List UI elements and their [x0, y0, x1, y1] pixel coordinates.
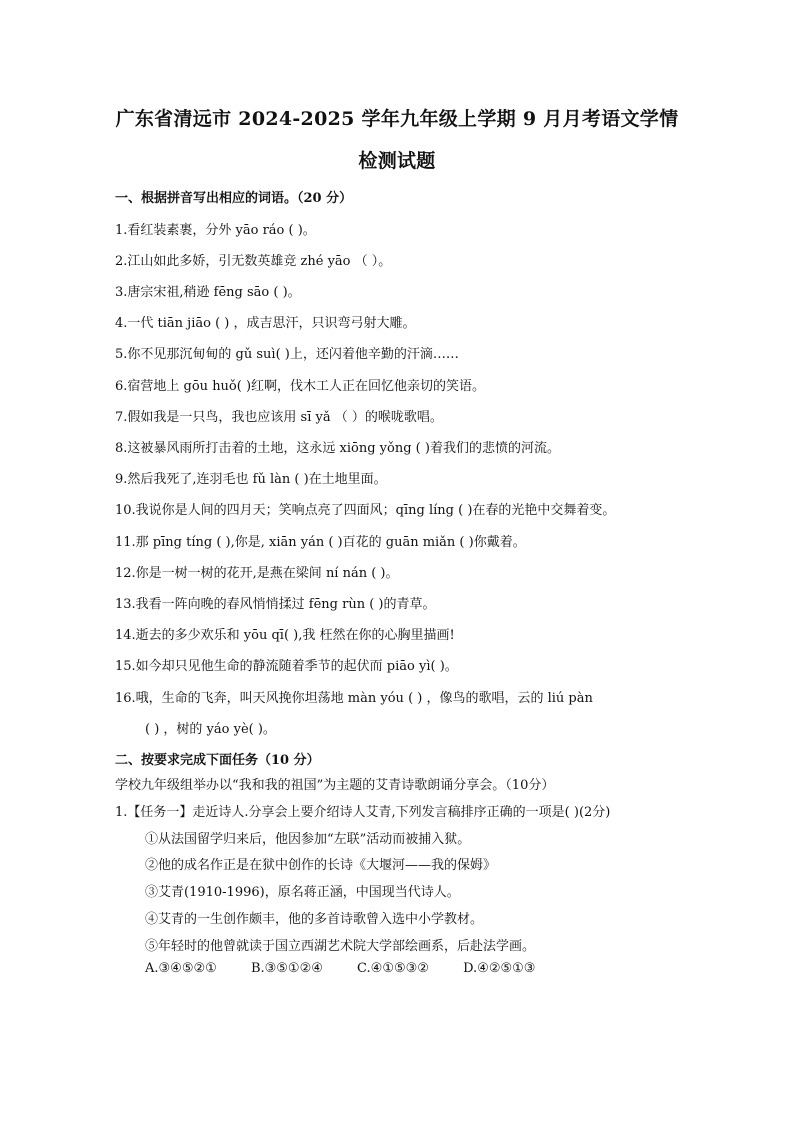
question-15: 15.如今却只见他生命的静流随着季节的起伏而 piāo yì( )。	[115, 659, 458, 674]
section-2-heading: 二、按要求完成下面任务（10 分）	[115, 753, 320, 768]
question-7: 7.假如我是一只鸟，我也应该用 sī yǎ （ ）的喉咙歌唱。	[115, 410, 443, 425]
statement-3: ③艾青(1910-1996)，原名蒋正涵，中国现当代诗人。	[145, 885, 460, 900]
answer-options	[145, 961, 565, 976]
question-10: 10.我说你是人间的四月天；笑响点亮了四面风；qīng líng ( )在春的光艳中交舞着变。	[115, 503, 616, 518]
section-1-heading: 一、根据拼音写出相应的词语。（20 分）	[115, 191, 353, 206]
statement-4: ④艾青的一生创作颇丰，他的多首诗歌曾入选中小学教材。	[145, 912, 484, 927]
statement-5: ⑤年轻时的他曾就读于国立西湖艺术院大学部绘画系，后赴法学画。	[145, 939, 536, 954]
question-2: 2.江山如此多娇，引无数英雄竞 zhé yāo （ ）。	[115, 254, 392, 269]
question-9: 9.然后我死了,连羽毛也 fǔ làn ( )在土地里面。	[115, 472, 387, 487]
question-1: 1.看红装素裹，分外 yāo ráo ( )。	[115, 223, 316, 238]
question-16: 16.哦，生命的飞奔，叫天风挽你坦荡地 màn yóu ( ) ，像鸟的歌唱，云的 liú pàn	[115, 691, 593, 706]
question-12: 12.你是一树一树的花开,是燕在梁间 ní nán ( )。	[115, 566, 399, 581]
statement-2: ②他的成名作正是在狱中创作的长诗《大堰河——我的保姆》	[145, 858, 497, 873]
question-4: 4.一代 tiān jiāo ( ) ，成吉思汗，只识弯弓射大雕。	[115, 316, 416, 331]
statement-1: ①从法国留学归来后，他因参加“左联”活动而被捕入狱。	[145, 832, 471, 847]
question-3: 3.唐宗宋祖,稍逊 fēng sāo ( )。	[115, 285, 301, 300]
option-b: B.③⑤①②④	[250, 961, 323, 976]
question-8: 8.这被暴风雨所打击着的土地，这永远 xiōng yǒng ( )着我们的悲愤的河流。	[115, 441, 560, 456]
question-14: 14.逝去的多少欢乐和 yōu qī( ),我 枉然在你的心胸里描画!	[115, 628, 455, 643]
option-d: D.④②⑤①③	[463, 961, 536, 976]
question-13: 13.我看一阵向晚的春风悄悄揉过 fēng rùn ( )的青草。	[115, 597, 436, 612]
question-16-continued: ( ) ，树的 yáo yè( )。	[145, 722, 276, 737]
task-1-question: 1.【任务一】走近诗人.分享会上要介绍诗人艾青,下列发言稿排序正确的一项是( )(2分)	[115, 805, 611, 820]
question-6: 6.宿营地上 gōu huǒ( )红啊，伐木工人正在回忆他亲切的笑语。	[115, 379, 486, 394]
option-c: C.④①⑤③②	[357, 961, 429, 976]
page-subtitle: 检测试题	[358, 150, 436, 172]
option-a: A.③④⑤②①	[145, 961, 217, 976]
question-5: 5.你不见那沉甸甸的 gǔ suì( )上，还闪着他辛勤的汗滴……	[115, 347, 459, 362]
section-2-intro: 学校九年级组举办以“我和我的祖国”为主题的艾青诗歌朗诵分享会。（10分）	[115, 778, 555, 793]
question-11: 11.那 pīng tíng ( ),你是, xiān yán ( )百花的 guān miǎn ( )你戴着。	[115, 535, 526, 550]
page-title: 广东省清远市 2024-2025 学年九年级上学期 9 月月考语文学情	[115, 108, 679, 130]
